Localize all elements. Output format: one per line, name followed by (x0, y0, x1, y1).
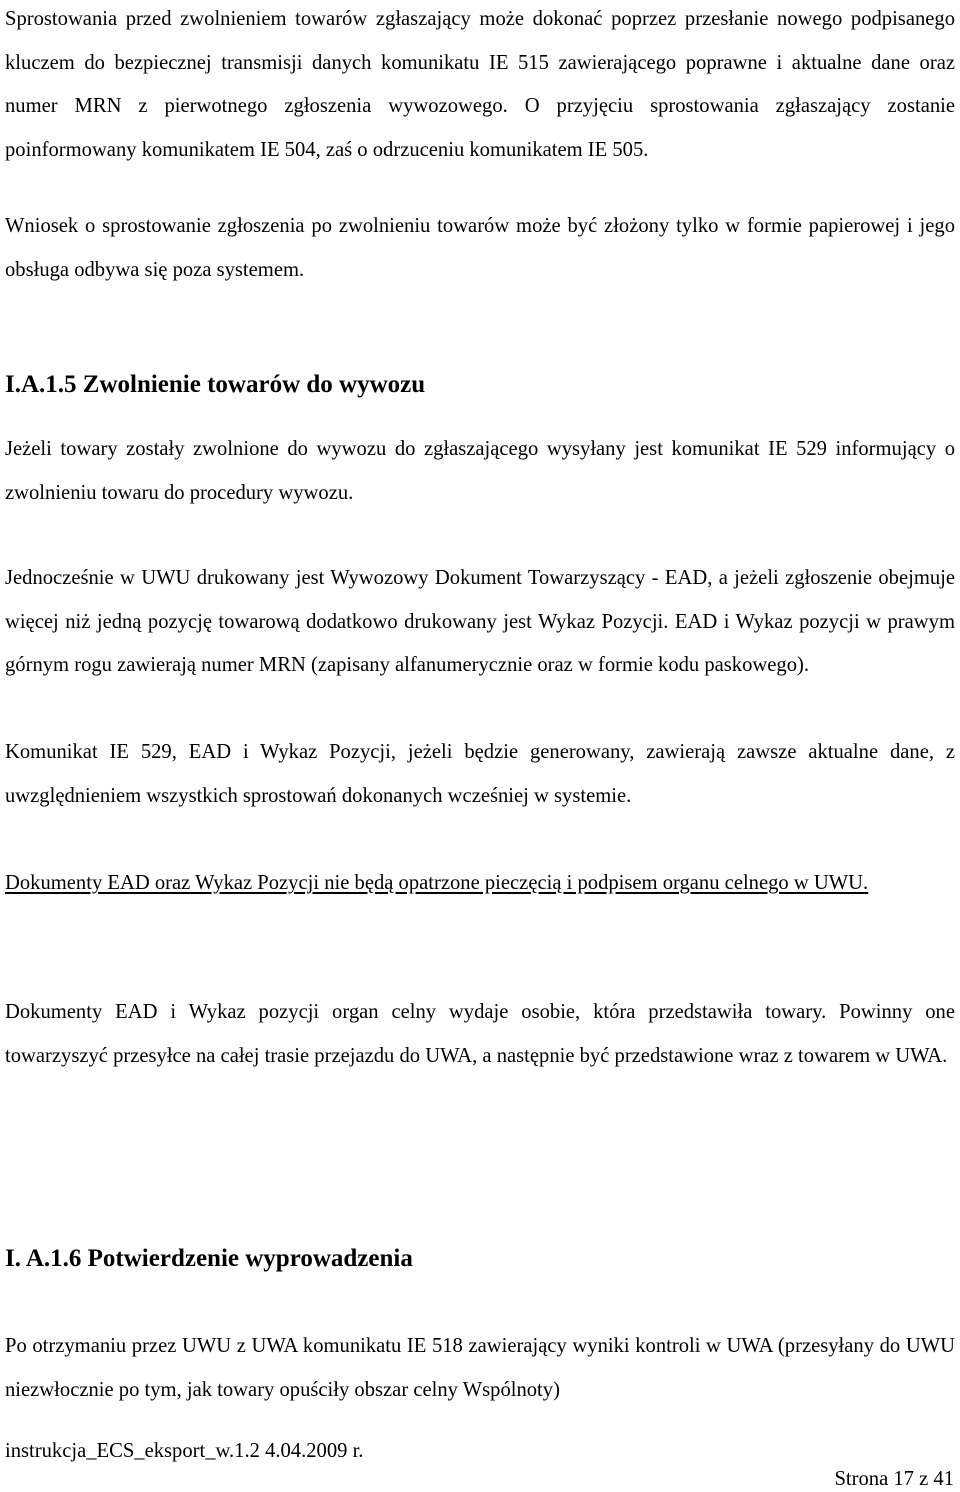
footer-document-name: instrukcja_ECS_eksport_w.1.2 4.04.2009 r. (5, 1440, 364, 1462)
footer-page-number: Strona 17 z 41 (834, 1468, 954, 1490)
paragraph-ie529: Jeżeli towary zostały zwolnione do wywozu do zgłaszającego wysyłany jest komunikat IE 529 informujący o zwolnieniu towaru do procedury wywozu. (5, 438, 955, 504)
section-heading-exit-confirmation: I. A.1.6 Potwierdzenie wyprowadzenia (5, 1245, 413, 1272)
paragraph-ie518: Po otrzymaniu przez UWU z UWA komunikatu IE 518 zawierający wyniki kontroli w UWA (przesyłany do UWU niezwłocznie po tym, jak towary opuściły obszar celny Wspólnoty) (5, 1335, 955, 1401)
paragraph-ie529-content: Komunikat IE 529, EAD i Wykaz Pozycji, jeżeli będzie generowany, zawierają zawsze aktualne dane, z uwzględnieniem wszystkich sprostowań dokonanych wcześniej w systemie. (5, 741, 955, 807)
paragraph-ead-handover: Dokumenty EAD i Wykaz pozycji organ celny wydaje osobie, która przedstawiła towary. Powinny one towarzyszyć przesyłce na całej trasie przejazdu do UWA, a następnie być przedstawione wraz z towarem w UWA. (5, 1001, 955, 1067)
section-heading-release: I.A.1.5 Zwolnienie towarów do wywozu (5, 371, 426, 398)
paragraph-correction-after-release: Wniosek o sprostowanie zgłoszenia po zwolnieniu towarów może być złożony tylko w formie papierowej i jego obsługa odbywa się poza systemem. (5, 215, 955, 281)
paragraph-no-seal-underlined: Dokumenty EAD oraz Wykaz Pozycji nie będą opatrzone pieczęcią i podpisem organu celnego w UWU. (5, 872, 869, 894)
paragraph-correction-before-release: Sprostowania przed zwolnieniem towarów zgłaszający może dokonać poprzez przesłanie nowego podpisanego kluczem do bezpiecznej transmisji danych komunikatu IE 515 zawierającego poprawne i aktualne dane oraz numer MRN z pierwotnego zgłoszenia wywozowego. O przyjęciu sprostowania zgłaszający zostanie poinformowany komunikatem IE 504, zaś o odrzuceniu komunikatem IE 505. (5, 8, 955, 161)
paragraph-ead-printing: Jednocześnie w UWU drukowany jest Wywozowy Dokument Towarzyszący - EAD, a jeżeli zgłoszenie obejmuje więcej niż jedną pozycję towarową dodatkowo drukowany jest Wykaz Pozycji. EAD i Wykaz pozycji w prawym górnym rogu zawierają numer MRN (zapisany alfanumerycznie oraz w formie kodu paskowego). (5, 567, 955, 676)
